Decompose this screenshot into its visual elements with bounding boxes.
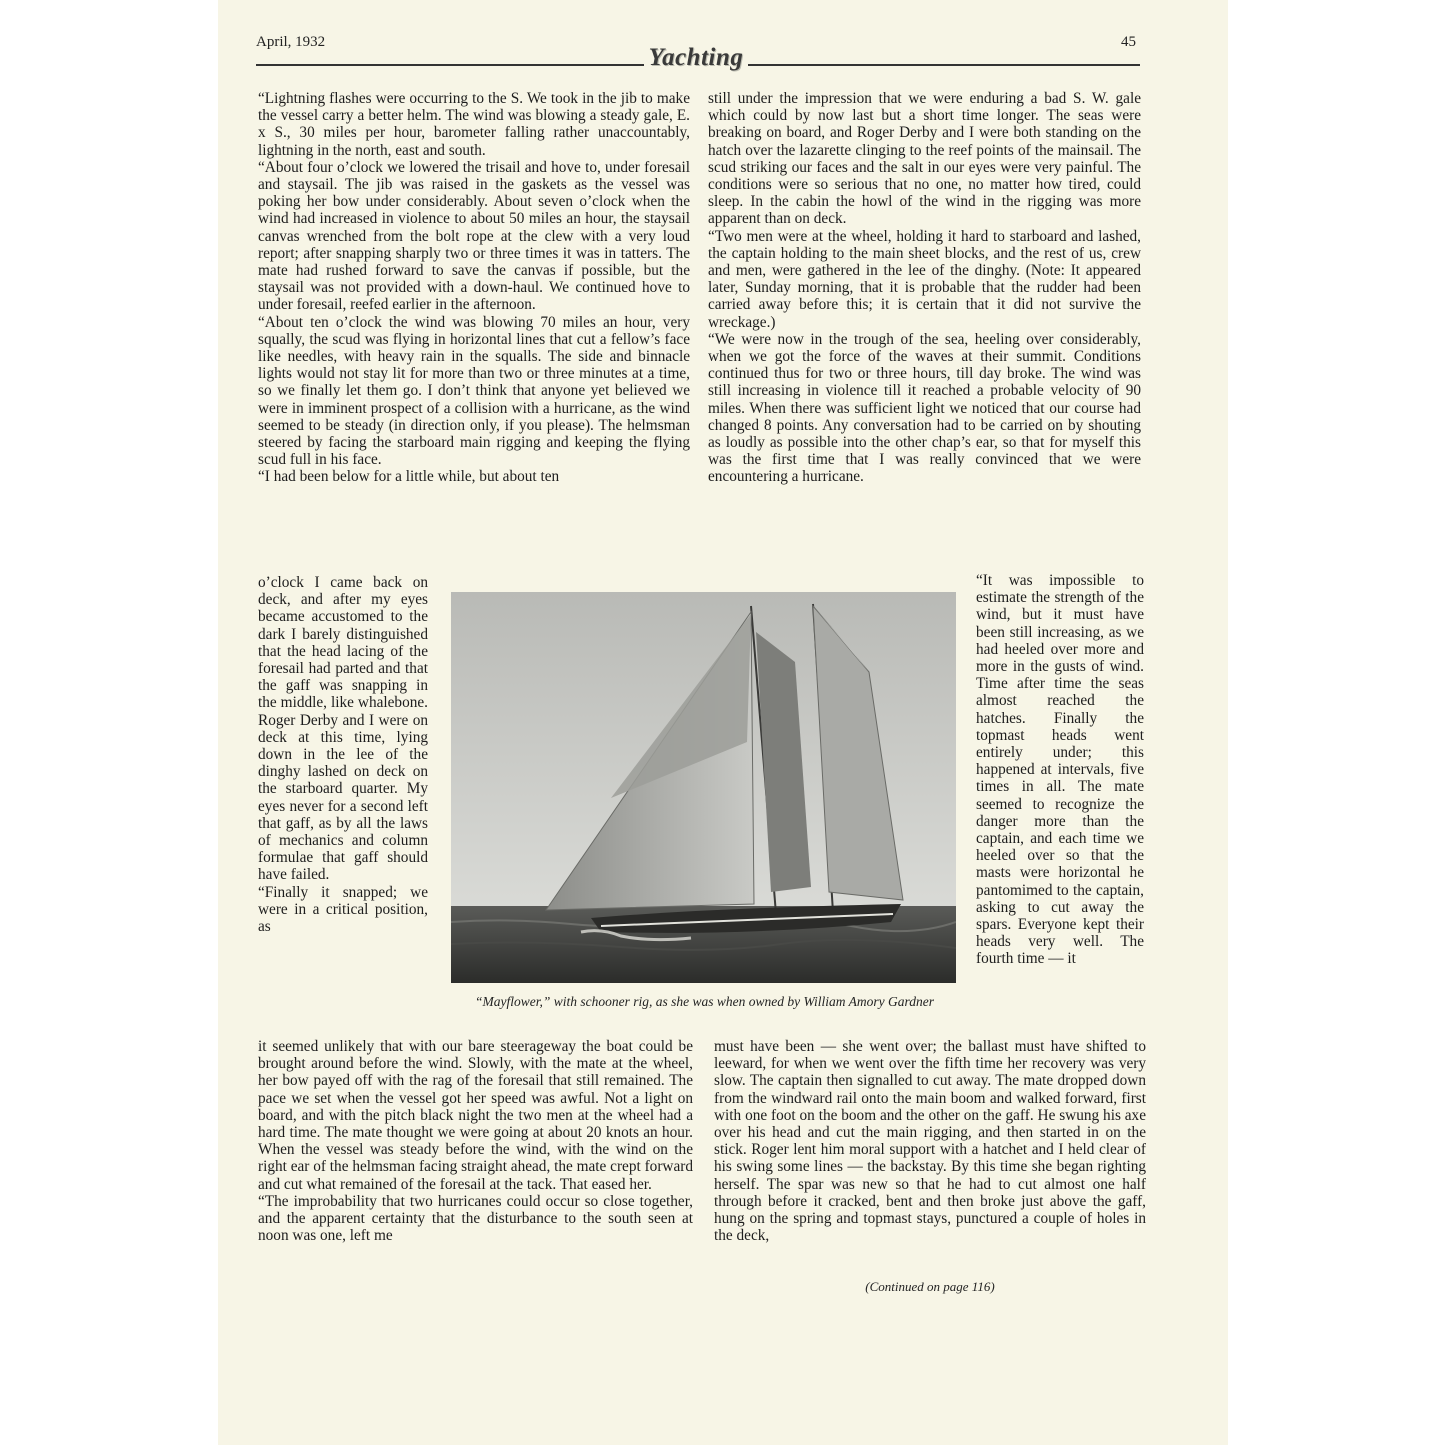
article-text-right-bottom: must have been — she went over; the ballast must have shifted to leeward, for when we went over the fifth time her recovery was very slow. The captain then signalled to cut away. The mate dropped down from the windward rail onto the main boom and walked forward, first with one foot on the boom and the other on the gaff. He swung his axe over his head and cut the main rigging, and then started in on the stick. Roger lent him moral support with a hatchet and I held clear of his swing some lines — the backstay. By this time she began righting herself. The spar was new so that he had to cut almost one half through before it cracked, bent and then broke just above the gaff, hung on the spring and topmast stays, punctured a couple of holes in the deck, (714, 1038, 1146, 1245)
article-text-left-narrow: o’clock I came back on deck, and after my eyes became accustomed to the dark I barely distinguished that the head lacing of the foresail had parted and that the gaff was snapping in the middle, like whalebone. Roger Derby and I were on deck at this time, lying down in the lee of the dinghy lashed on deck on the starboard quarter. My eyes never for a second left that gaff, as by all the laws of mechanics and column formulae that gaff should have failed. “Finally it snapped; we were in a critical position, as (258, 574, 428, 936)
article-text-left-top: “Lightning flashes were occurring to the S. We took in the jib to make the vessel carry a better helm. The wind was blowing a steady gale, E. x S., 30 miles per hour, barometer falling rather unaccountably, lightning in the north, east and south. “About four o’clock we lowered the trisail and hove to, under foresail and staysail. The jib was raised in the gaskets as the vessel was poking her bow under considerably. About seven o’clock when the wind had increased in violence to about 50 miles an hour, the staysail canvas wrenched from the bolt rope at the clew with a very loud report; after snapping sharply two or three times it was in tatters. The mate had rushed forward to save the canvas if possible, but the staysail was not provided with a down-haul. We continued hove to under foresail, reefed earlier in the afternoon. “About ten o’clock the wind was blowing 70 miles an hour, very squally, the scud was flying in horizontal lines that cut a fellow’s face like needles, with heavy rain in the squalls. The side and binnacle lights would not stay lit for more than two or three minutes at a time, so we finally let them go. I don’t think that anyone yet believed we were in imminent prospect of a collision with a hurricane, as the wind seemed to be steady (in direction only, if you please). The helmsman steered by facing the starboard main rigging and keeping the flying scud full in his face. “I had been below for a little while, but about ten (258, 90, 690, 486)
article-text-right-top: still under the impression that we were enduring a bad S. W. gale which could by now last but a short time longer. The seas were breaking on board, and Roger Derby and I were both standing on the hatch over the lazarette clinging to the reef points of the mainsail. The scud striking our faces and the salt in our eyes were very painful. The conditions were so serious that no one, no matter how tired, could sleep. In the cabin the howl of the wind in the rigging was more apparent than on deck. “Two men were at the wheel, holding it hard to starboard and lashed, the captain holding to the main sheet blocks, and the rest of us, crew and men, were gathered in the lee of the dinghy. (Note: It appeared later, Sunday morning, that it is probable that the rudder had been carried away before this; it is certain that it did not survive the wreckage.) “We were now in the trough of the sea, heeling over considerably, when we got the force of the waves at their summit. Conditions continued thus for two or three hours, till day broke. The wind was still increasing in violence till it reached a probable velocity of 90 miles. When there was sufficient light we noticed that our course had changed 8 points. Any conversation had to be carried on by shouting as loudly as possible into the other chap’s ear, so that for myself this was the first time that I was really convinced that we were encountering a hurricane. (708, 90, 1141, 486)
page-number: 45 (1121, 34, 1136, 50)
issue-date: April, 1932 (256, 34, 326, 50)
header-rule-left (256, 64, 644, 66)
photo-caption: “Mayflower,” with schooner rig, as she was when owned by William Amory Gardner (475, 994, 934, 1009)
article-text-left-bottom: it seemed unlikely that with our bare steerageway the boat could be brought around before the wind. Slowly, with the mate at the wheel, her bow payed off with the rag of the foresail that still remained. The pace we set when the vessel got her speed was awful. Not a light on board, and with the pitch black night the two men at the wheel had a hard time. The mate thought we were going at about 20 knots an hour. When the vessel was steady before the wind, with the wind on the right ear of the helmsman facing straight ahead, the mate crept forward and cut what remained of the foresail at the tack. That eased her. “The improbability that two hurricanes could occur so close together, and the apparent certainty that the disturbance to the south seen at noon was one, left me (258, 1038, 693, 1245)
schooner-illustration (451, 592, 956, 983)
continued-note: (Continued on page 116) (865, 1279, 995, 1294)
magazine-logo: Yachting (648, 44, 744, 71)
header-rule-right (748, 64, 1140, 66)
schooner-photo (451, 592, 956, 983)
article-text-right-narrow: “It was impossible to estimate the strength of the wind, but it must have been still increasing, as we had heeled over more and more in the gusts of wind. Time after time the seas almost reached the hatches. Finally the topmast heads went entirely under; this happened at intervals, five times in all. The mate seemed to recognize the danger more than the captain, and each time we heeled over so that the masts were horizontal he pantomimed to the captain, asking to cut away the spars. Everyone kept their heads very well. The fourth time — it (976, 572, 1144, 968)
